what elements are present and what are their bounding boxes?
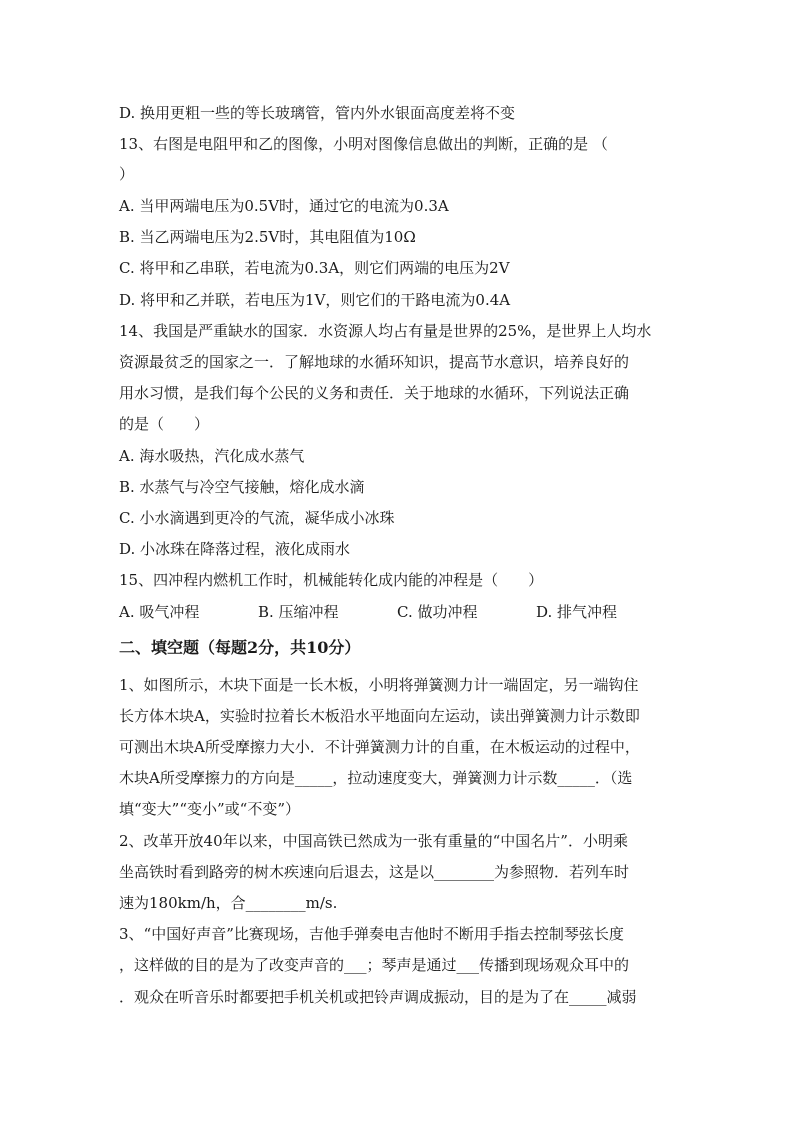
fill2-line-1: 2、改革开放40年以来，中国高铁已然成为一张有重量的“中国名片”．小明乘 (119, 832, 628, 850)
q14-stem-line-4: 的是（ ） (119, 415, 210, 433)
fill2-line-3: 速为180km/h，合________m/s. (119, 894, 338, 912)
section-heading: 二、填空题（每题2分，共10分） (119, 638, 361, 657)
fill2-line-2: 坐高铁时看到路旁的树木疾速向后退去，这是以________为参照物．若列车时 (119, 863, 630, 881)
fill1-line-2: 长方体木块A，实验时拉着长木板沿水平地面向左运动，读出弹簧测力计示数即 (119, 707, 640, 725)
q15-stem: 15、四冲程内燃机工作时，机械能转化成内能的冲程是（ ） (119, 571, 544, 589)
q15-option-b: B. 压缩冲程 (258, 603, 339, 621)
q14-option-c: C. 小水滴遇到更冷的气流，凝华成小冰珠 (119, 509, 395, 527)
q14-option-b: B. 水蒸气与冷空气接触，熔化成水滴 (119, 478, 365, 496)
q12-option-d: D. 换用更粗一些的等长玻璃管，管内外水银面高度差将不变 (119, 104, 516, 122)
q14-stem-line-2: 资源最贫乏的国家之一．了解地球的水循环知识，提高节水意识，培养良好的 (119, 353, 630, 371)
fill1-line-5: 填“变大”“变小”或“不变”） (119, 800, 301, 818)
q15-option-a: A. 吸气冲程 (119, 603, 200, 621)
fill3-line-1: 3、“中国好声音”比赛现场，吉他手弹奏电吉他时不断用手指去控制琴弦长度 (119, 925, 624, 943)
q15-option-d: D. 排气冲程 (536, 603, 618, 621)
fill3-line-3: ．观众在听音乐时都要把手机关机或把铃声调成振动，目的是为了在_____减弱 (119, 988, 637, 1006)
q13-option-c: C. 将甲和乙串联，若电流为0.3A，则它们两端的电压为2V (119, 259, 510, 277)
fill3-line-2: ，这样做的目的是为了改变声音的___；琴声是通过___传播到现场观众耳中的 (119, 956, 630, 974)
q14-option-d: D. 小冰珠在降落过程，液化成雨水 (119, 540, 351, 558)
q13-option-d: D. 将甲和乙并联，若电压为1V，则它们的干路电流为0.4A (119, 291, 511, 309)
q15-options (119, 602, 675, 622)
q14-option-a: A. 海水吸热，汽化成水蒸气 (119, 447, 305, 465)
q15-option-c: C. 做功冲程 (397, 603, 478, 621)
q14-stem-line-1: 14、我国是严重缺水的国家．水资源人均占有量是世界的25%，是世界上人均水 (119, 322, 652, 340)
fill1-line-1: 1、如图所示，木块下面是一长木板，小明将弹簧测力计一端固定，另一端钩住 (119, 676, 639, 694)
q13-option-a: A. 当甲两端电压为0.5V时，通过它的电流为0.3A (119, 197, 449, 215)
fill1-line-3: 可测出木块A所受摩擦力大小．不计弹簧测力计的自重，在木板运动的过程中， (119, 738, 640, 756)
q14-stem-line-3: 用水习惯，是我们每个公民的义务和责任．关于地球的水循环，下列说法正确 (119, 384, 630, 402)
fill1-line-4: 木块A所受摩擦力的方向是_____，拉动速度变大，弹簧测力计示数_____．（选 (119, 769, 633, 787)
q13-stem-line-1: 13、右图是电阻甲和乙的图像，小明对图像信息做出的判断，正确的是 （ (119, 135, 608, 153)
q13-option-b: B. 当乙两端电压为2.5V时，其电阻值为10Ω (119, 228, 416, 246)
q13-stem-line-2: ） (119, 165, 135, 183)
